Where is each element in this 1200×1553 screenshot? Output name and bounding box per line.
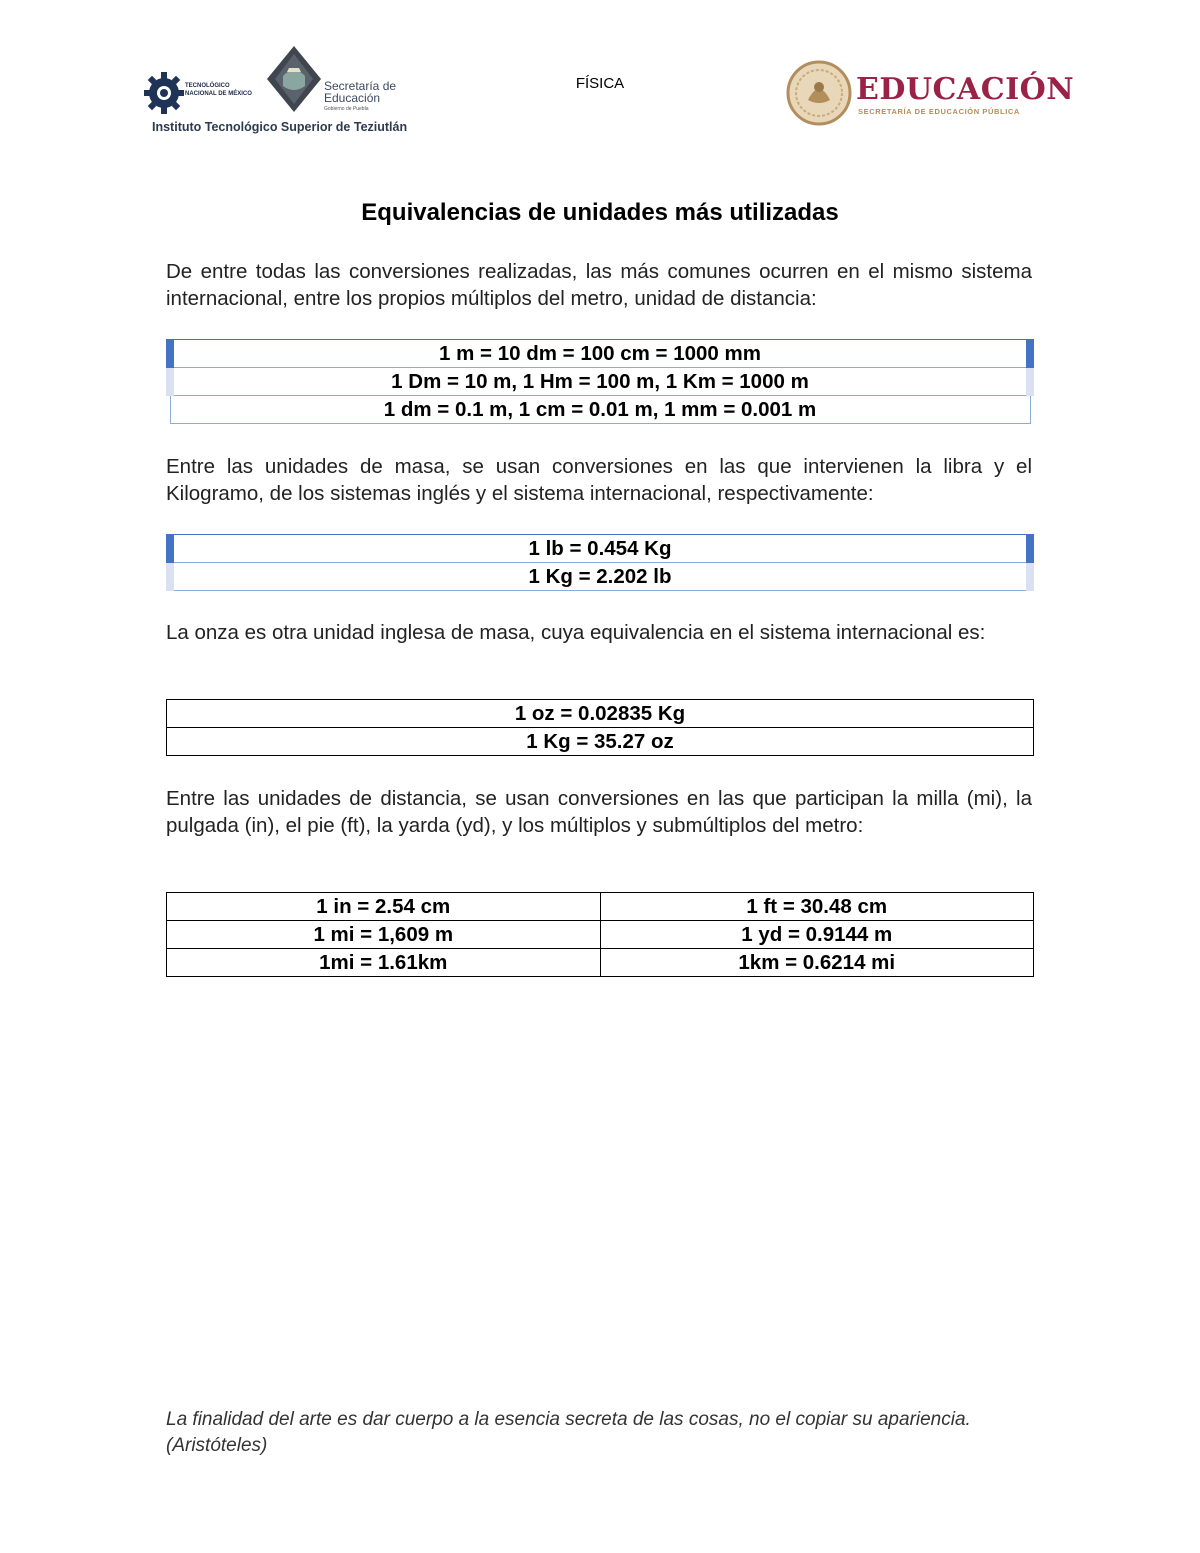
paragraph-intro: De entre todas las conversiones realizadas, las más comunes ocurren en el mismo sistema internacional, entre los propios múltiplos del metro, unidad de distancia: <box>166 260 1032 310</box>
table-cell: 1 yd = 0.9144 m <box>600 921 1034 949</box>
table-row <box>170 368 1030 396</box>
paragraph-distance: Entre las unidades de distancia, se usan conversiones en las que participan la milla (mi), la pulgada (in), el pie (ft), la yarda (yd), y los múltiplos y submúltiplos del metro: <box>166 787 1032 837</box>
table-row <box>167 700 1034 728</box>
table-cell: 1 ft = 30.48 cm <box>600 893 1034 921</box>
mass-equivalences-table <box>166 534 1034 591</box>
education-wordmark: EDUCACIÓN <box>856 72 1075 107</box>
table-row <box>170 396 1030 424</box>
institute-name: Instituto Tecnológico Superior de Teziutlán <box>152 120 408 134</box>
paragraph-mass: Entre las unidades de masa, se usan conversiones en las que intervienen la libra y el Kilogramo, de los sistemas inglés y el sistema internacional, respectivamente: <box>166 455 1032 505</box>
table-cell: 1 m = 10 dm = 100 cm = 1000 mm <box>170 340 1030 368</box>
table-row <box>167 893 1034 921</box>
table-cell: 1mi = 1.61km <box>167 949 601 977</box>
table-cell: 1 mi = 1,609 m <box>167 921 601 949</box>
metric-equivalences-table <box>166 339 1034 424</box>
institution-logo-group <box>140 40 424 145</box>
sep-puebla-sublabel: Gobierno de Puebla <box>324 106 369 112</box>
table-cell: 1 Kg = 2.202 lb <box>170 563 1030 591</box>
education-subtitle: SECRETARÍA DE EDUCACIÓN PÚBLICA <box>858 107 1020 116</box>
table-cell: 1 lb = 0.454 Kg <box>170 535 1030 563</box>
table-cell: 1 Kg = 35.27 oz <box>167 728 1034 756</box>
table-cell: 1 in = 2.54 cm <box>167 893 601 921</box>
table-cell: 1km = 0.6214 mi <box>600 949 1034 977</box>
ounce-equivalences-table <box>166 699 1034 756</box>
table-row <box>170 563 1030 591</box>
distance-equivalences-table <box>166 892 1034 977</box>
table-cell: 1 oz = 0.02835 Kg <box>167 700 1034 728</box>
table-cell: 1 dm = 0.1 m, 1 cm = 0.01 m, 1 mm = 0.001 m <box>170 396 1030 424</box>
mexico-seal-icon <box>786 60 852 131</box>
table-row <box>170 340 1030 368</box>
table-row <box>170 535 1030 563</box>
document-title: Equivalencias de unidades más utilizadas <box>361 199 839 226</box>
table-row <box>167 921 1034 949</box>
table-cell: 1 Dm = 10 m, 1 Hm = 100 m, 1 Km = 1000 m <box>170 368 1030 396</box>
sep-education-logo <box>786 58 1081 133</box>
tecnm-label: TECNOLÓGICO NACIONAL DE MÉXICO <box>185 83 252 97</box>
table-row <box>167 728 1034 756</box>
footer-quote: La finalidad del arte es dar cuerpo a la esencia secreta de las cosas, no el copiar su apariencia. (Aristóteles) <box>166 1409 971 1456</box>
sep-puebla-label: Secretaría de Educación <box>324 79 397 105</box>
paragraph-ounce: La onza es otra unidad inglesa de masa, cuya equivalencia en el sistema internacional es: <box>166 621 986 644</box>
table-row <box>167 949 1034 977</box>
subject-heading: FÍSICA <box>575 75 625 92</box>
